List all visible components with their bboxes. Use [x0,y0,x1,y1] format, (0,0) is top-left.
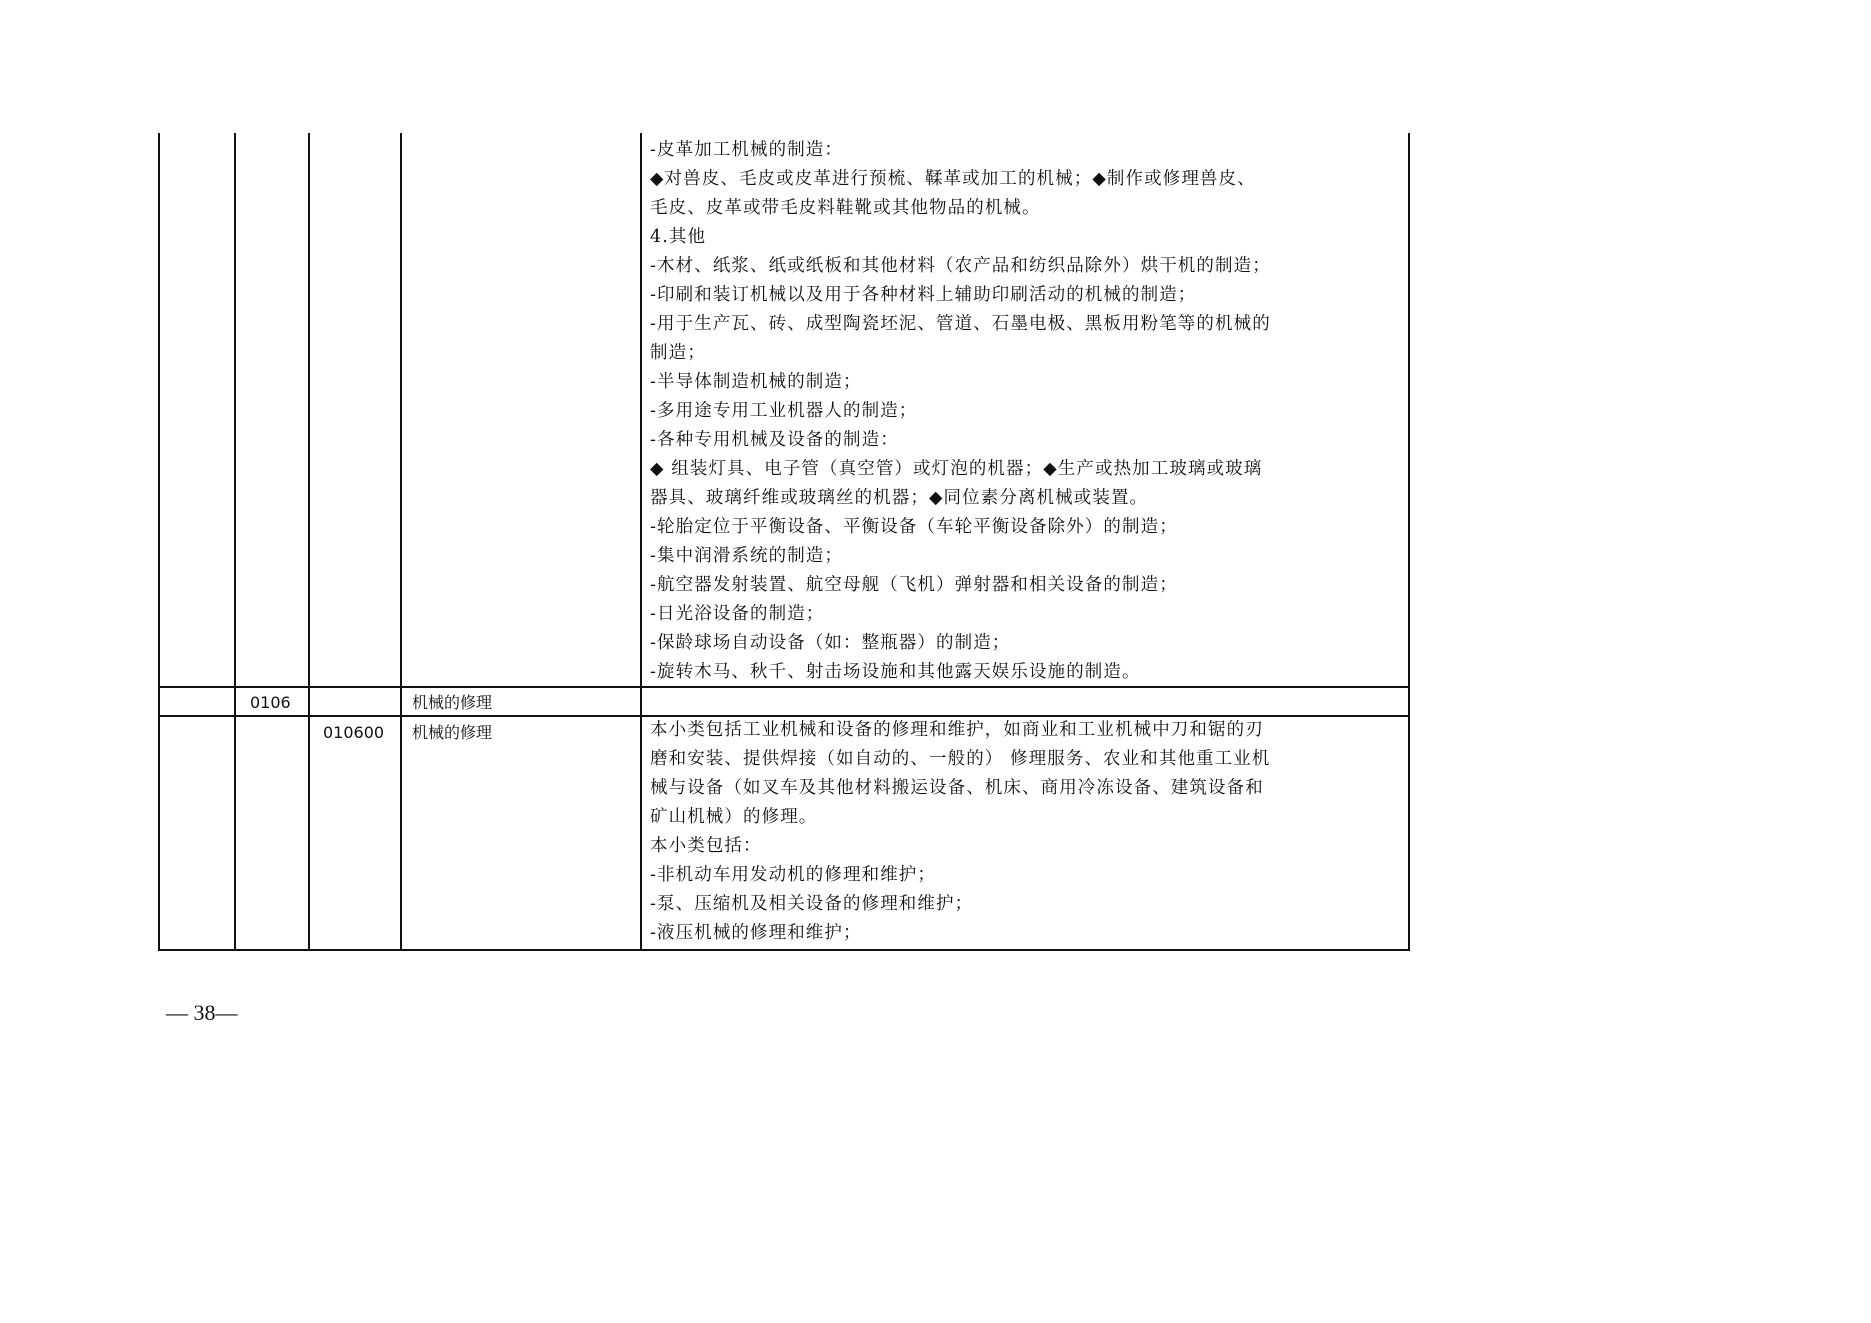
description-line: -各种专用机械及设备的制造： [650,430,899,450]
description-line: -日光浴设备的制造； [650,604,825,624]
description-line: 本小类包括工业机械和设备的修理和维护，如商业和工业机械中刀和锯的刃 [650,720,1264,740]
description-line: -印刷和装订机械以及用于各种材料上辅助印刷活动的机械的制造； [650,285,1197,305]
description-line: -集中润滑系统的制造； [650,546,844,566]
description-line: -皮革加工机械的制造： [650,140,844,160]
group-code: 0106 [250,693,291,712]
description-line: -轮胎定位于平衡设备、平衡设备（车轮平衡设备除外）的制造； [650,517,1178,537]
description-line: -保龄球场自动设备（如：整瓶器）的制造； [650,633,1011,653]
description-line: -多用途专用工业机器人的制造； [650,401,918,421]
description-line: -航空器发射装置、航空母舰（飞机）弹射器和相关设备的制造； [650,575,1178,595]
column-divider [640,133,642,951]
description-line: 毛皮、皮革或带毛皮料鞋靴或其他物品的机械。 [650,198,1041,218]
column-divider [400,133,402,951]
description-line: ◆对兽皮、毛皮或皮革进行预梳、鞣革或加工的机械；◆制作或修理兽皮、 [650,169,1256,189]
description-line: 制造； [650,343,706,363]
table-border-right [1408,133,1410,951]
class-code: 010600 [323,723,385,742]
classification-table [158,133,1410,951]
description-line: ◆ 组装灯具、电子管（真空管）或灯泡的机器；◆生产或热加工玻璃或玻璃 [650,459,1263,479]
description-line: -泵、压缩机及相关设备的修理和维护； [650,894,974,914]
class-name: 机械的修理 [412,723,493,742]
column-divider [234,133,236,951]
description-line: -旋转木马、秋千、射击场设施和其他露天娱乐设施的制造。 [650,662,1141,682]
page-number: — 38— [166,1000,238,1025]
table-border-left [158,133,160,951]
table-border-bottom [158,949,1410,951]
description-line: -用于生产瓦、砖、成型陶瓷坯泥、管道、石墨电极、黑板用粉笔等的机械的 [650,314,1271,334]
column-divider [308,133,310,951]
description-cell [650,716,1405,948]
description-line: 本小类包括： [650,836,762,856]
group-name: 机械的修理 [412,693,493,712]
description-line: 械与设备（如叉车及其他材料搬运设备、机床、商用冷冻设备、建筑设备和 [650,778,1264,798]
description-line: 4.其他 [650,227,707,247]
description-line: 矿山机械）的修理。 [650,807,818,827]
description-line: -木材、纸浆、纸或纸板和其他材料（农产品和纺织品除外）烘干机的制造； [650,256,1271,276]
description-line: 磨和安装、提供焊接（如自动的、一般的） 修理服务、农业和其他重工业机 [650,749,1271,769]
description-line: -液压机械的修理和维护； [650,923,862,943]
description-cell [650,136,1405,687]
description-line: -非机动车用发动机的修理和维护； [650,865,937,885]
description-line: -半导体制造机械的制造； [650,372,862,392]
description-line: 器具、玻璃纤维或玻璃丝的机器；◆同位素分离机械或装置。 [650,488,1149,508]
